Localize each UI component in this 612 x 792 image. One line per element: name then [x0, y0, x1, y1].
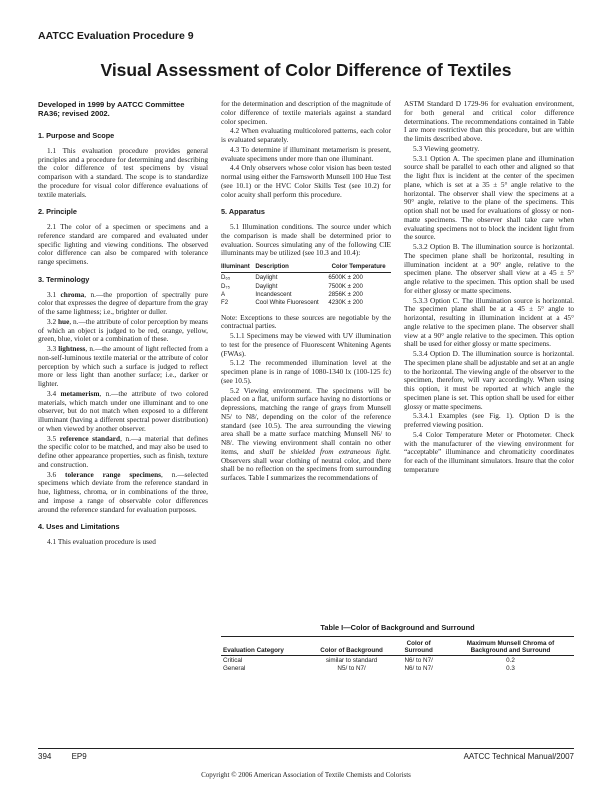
body-columns [38, 100, 574, 608]
table-cell: Critical [223, 657, 243, 664]
paragraph-5-2 [221, 387, 391, 483]
column-3 [404, 100, 574, 608]
term-number: 3.4 [47, 388, 61, 398]
paragraph-5-3-4-1: 5.3.4.1 Examples (see Fig. 1). Option D is the preferred viewing position. [404, 411, 574, 429]
table-row [221, 656, 574, 665]
column-header: Color Temperature [328, 263, 391, 273]
term-tolerance-range [38, 471, 208, 515]
table-cell: General [223, 665, 246, 672]
term-word: hue [57, 316, 70, 326]
term-number: 3.1 [47, 289, 61, 299]
column-1 [38, 100, 208, 608]
table-cell: Daylight [255, 282, 278, 290]
table-1 [221, 623, 574, 672]
illuminant-table-header [221, 263, 391, 273]
section-4-heading: 4. Uses and Limitations [38, 522, 120, 532]
term-word: reference standard [59, 433, 121, 443]
paragraph-1-1: 1.1 This evaluation procedure provides general principles and a procedure for determining and describing the color difference of test specimens by visual comparison with a standard. The scope is to standardize the procedure for visual color difference evaluations of textile materials. [38, 145, 208, 199]
procedure-header: AATCC Evaluation Procedure 9 [38, 30, 194, 42]
table-cell: 7500K ± 200 [328, 282, 363, 290]
illuminant-table [221, 263, 391, 307]
paragraph-4-2: 4.2 When evaluating multicolored patterns, each color is evaluated separately. [221, 126, 391, 144]
paragraph-4-4: 4.4 Only observers whose color vision has been tested normal using either the Farnsworth Munsell 100 Hue Test (see 10.1) or the HVC Color Skills Test (see 10.2) for color acuity shall perform this procedure. [221, 163, 391, 199]
table-cell: N5/ to N7/ [337, 665, 366, 672]
paragraph-5-3: 5.3 Viewing geometry. [413, 143, 480, 153]
text-run: 5.2 Viewing environment. The specimens will be placed on a flat, uniform surface having no distortions or depressions, matching the range of grays from Munsell N5/ to N8/, depending on the color of the reference standard (see 10.5). The area surrounding the viewing area shall be a matte surface matching Munsell N6/ to N8/. The viewing environment shall contain no other items, and [221, 385, 391, 456]
table-cell: 2856K ± 200 [328, 290, 363, 298]
term-number: 3.5 [47, 433, 60, 443]
term-number: 3.2 [47, 316, 58, 326]
table-row [221, 290, 391, 298]
page-title: Visual Assessment of Color Difference of Textiles [100, 60, 512, 80]
column-header: Description [255, 263, 328, 273]
term-word: lightness [58, 344, 86, 354]
table-cell: D₆₅ [221, 274, 231, 282]
table-1-header [221, 637, 574, 656]
table-cell: F2 [221, 299, 229, 307]
term-number: 3.6 [47, 469, 66, 479]
column-header: Color of Background [313, 637, 391, 656]
term-reference-standard [38, 435, 208, 470]
table-cell: 4230K ± 200 [328, 299, 363, 307]
paragraph-2-1: 2.1 The color of a specimen or specimens and a reference standard are compared and evaluated under specific lighting and viewing conditions. The observed color difference can also be compared with tolerance range specimens. [38, 222, 208, 267]
table-cell: Cool White Fluorescent [255, 299, 319, 307]
paragraph-5-2-continued: ASTM Standard D 1729-96 for evaluation environment, for both general and critical color difference determinations. The recommendations contained in Table I are more restrictive than this procedure, but are within the limits described above. [404, 100, 574, 143]
paragraph-5-3-4: 5.3.4 Option D. The illumination source is horizontal. The specimen plane shall be adjustable and set at an angle to the horizontal. The viewing angle of the observer to the specimen, therefore, will vary accordingly. When using this option, it must be reported at which angle the specimen plane is set. This option shall be used for either glossy or matte specimens. [404, 349, 574, 411]
paragraph-5-1-2: 5.1.2 The recommended illumination level at the specimen plane is in range of 1080-1340 lx (100-125 fc) (see 10.5). [221, 358, 391, 385]
term-definition: , n.—selected specimens which deviate from the reference standard in hue, lightness, chroma, or in combinations of the three, and impose a range of observable color differences around the reference standard for evaluation purposes. [38, 469, 208, 514]
term-definition: , n.—the proportion of spectrally pure color that expresses the degree of departure from the gray of the same lightness; i.e., brighter or duller. [38, 289, 208, 317]
paragraph-5-3-2: 5.3.2 Option B. The illumination source is horizontal. The specimen plane shall be horizontal, resulting in illumination incident at a 90° angle, relative to the specimen plane. The observer shall view at a 45 ± 5° angle relative to the specimen. This option shall be used for either glossy or matte specimens. [404, 242, 574, 295]
section-5-heading: 5. Apparatus [221, 207, 265, 217]
table-1-grid [221, 637, 574, 672]
paragraph-5-3-3: 5.3.3 Option C. The illumination source is horizontal. The specimen plane shall be at a 45 ± 5° angle to horizontal, resulting in illumination incident at a 45° angle relative to the specimen plane. The observer shall view at a 90° angle relative to the specimen. This option shall be used for either glossy or matte specimens. [404, 295, 574, 349]
table-row [221, 664, 574, 672]
procedure-code: EP9 [71, 752, 87, 761]
footer-rule [38, 748, 574, 749]
footer-left [38, 752, 105, 761]
term-lightness [38, 345, 208, 389]
column-header: Color of Surround [390, 637, 446, 656]
term-definition: , n.—the attribute of two colored materials, which match under one illuminant and to one observer, but do not match when exposed to a different illuminant (having a different spectral power distribution) or when viewed by another observer. [38, 388, 208, 433]
table-row [221, 298, 391, 306]
section-2-heading: 2. Principle [38, 207, 77, 217]
table-1-caption: Table I—Color of Background and Surround [221, 623, 574, 637]
term-metamerism [38, 390, 208, 434]
term-word: tolerance range specimens [65, 469, 162, 479]
paragraph-4-3: 4.3 To determine if illuminant metamerism is present, evaluate specimens under more than one illuminant. [221, 144, 391, 163]
term-definition: , n.—a material that defines the specific color to be matched, and may also be used to define other appearance properties, such as finish, texture and construction. [38, 433, 208, 469]
column-header: Evaluation Category [221, 637, 313, 656]
paragraph-5-3-1: 5.3.1 Option A. The specimen plane and illumination source shall be parallel to each other and aligned so that the light flux is incident at the center of the specimen plane, which is set at a 35 ± 5° angle relative to the horizontal. The observer shall view the specimens at a 90° angle, relative to the plane of the specimens. This option shall not be used for evaluations of glossy or non-matte specimens. The observer shall take care when evaluating specimens not to block the incident light from the source. [404, 153, 574, 242]
table-cell: 6500K ± 200 [328, 274, 363, 282]
column-2 [221, 100, 391, 608]
copyright-notice: Copyright © 2006 American Association of Textile Chemists and Colorists [201, 771, 411, 779]
emphasis-text: shall be shielded from extraneous light. [259, 446, 391, 456]
paragraph-4-1-continued: for the determination and description of the magnitude of color difference of textile materials against a standard color specimen. [221, 100, 391, 126]
paragraph-5-4: 5.4 Color Temperature Meter or Photometer. Check with the manufacturer of the viewing environment for “acceptable” illuminance and chromaticity coordinates for each of the illuminant simulators. Insure that the color temperature [404, 429, 574, 474]
table-cell: Incandescent [255, 290, 292, 298]
table-cell: 0.2 [506, 657, 515, 664]
exceptions-note: Note: Exceptions to these sources are negotiable by the contractual parties. [221, 312, 391, 331]
term-number: 3.3 [47, 344, 59, 354]
paragraph-4-1: 4.1 This evaluation procedure is used [47, 537, 156, 547]
section-3-heading: 3. Terminology [38, 274, 90, 284]
publication-name: AATCC Technical Manual/2007 [463, 752, 574, 761]
term-definition: , n.—the amount of light reflected from a non-self-luminous textile material or the attribute of color perception by which such a surface is judged to reflect more or less light than another surface; i.e., darker or lighter. [38, 344, 208, 389]
page-number: 394 [38, 752, 52, 761]
table-cell: A [221, 290, 226, 298]
column-header: Illuminant [221, 263, 255, 273]
column-header: Maximum Munsell Chroma of Background and Surround [447, 637, 574, 656]
table-cell: D₇₅ [221, 282, 230, 290]
paragraph-5-1-1: 5.1.1 Specimens may be viewed with UV illumination to test for the presence of Fluorescent Whitening Agents (FWAs). [221, 331, 391, 358]
term-hue [38, 318, 208, 344]
table-cell: N6/ to N7/ [404, 665, 433, 672]
paragraph-5-1: 5.1 Illumination conditions. The source under which the comparison is made shall be determined prior to evaluation. Sources simulating any of the following CIE illuminants may be utilized (see 10.3 and 10.4): [221, 222, 391, 258]
table-cell: N6/ to N7/ [404, 657, 433, 664]
term-word: chroma [60, 289, 85, 299]
term-definition: , n.—the attribute of color perception by means of which an object is judged to be red, orange, yellow, green, blue, violet or a combination of these. [38, 316, 208, 344]
table-row [221, 282, 391, 290]
term-chroma [38, 291, 208, 317]
section-1-heading: 1. Purpose and Scope [38, 131, 115, 141]
table-cell: 0.3 [506, 665, 515, 672]
text-run: Observers shall wear clothing of neutral color, and there shall be no reflection on the specimens from surrounding surfaces. Table I summarizes the recommendations of [221, 455, 391, 483]
table-cell: Daylight [255, 274, 278, 282]
term-word: metamerism [60, 388, 100, 398]
table-cell: similar to standard [325, 657, 378, 664]
development-note: Developed in 1999 by AATCC Committee RA36; revised 2002. [38, 100, 185, 119]
table-row [221, 273, 391, 282]
